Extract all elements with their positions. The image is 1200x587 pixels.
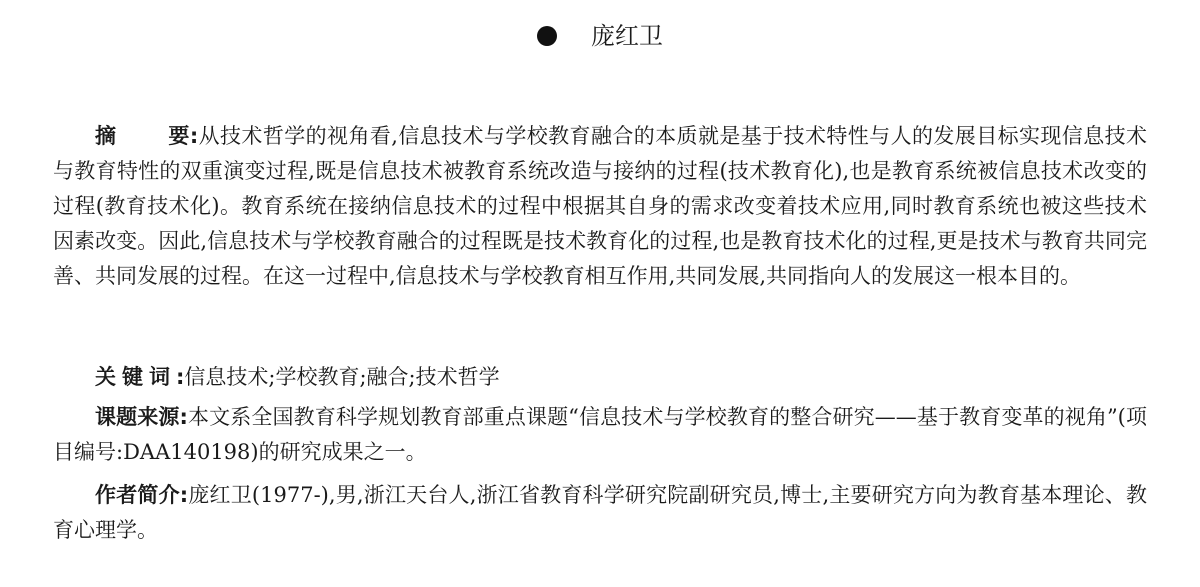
keywords-paragraph (53, 360, 1147, 395)
abstract-text: 从技术哲学的视角看,信息技术与学校教育融合的本质就是基于技术特性与人的发展目标实现信息技术与教育特性的双重演变过程,既是信息技术被教育系统改造与接纳的过程(技术教育化),也是教育系统被信息技术改变的过程(教育技术化)。教育系统在接纳信息技术的过程中根据其自身的需求改变着技术应用,同时教育系统也被这些技术因素改变。因此,信息技术与学校教育融合的过程既是技术教育化的过程,也是教育技术化的过程,更是技术与教育共同完善、共同发展的过程。在这一过程中,信息技术与学校教育相互作用,共同发展,共同指向人的发展这一根本目的。 (53, 124, 1148, 288)
abstract-label: 摘 要: (95, 124, 199, 148)
keywords-text: 信息技术;学校教育;融合;技术哲学 (184, 365, 500, 389)
funding-paragraph (53, 400, 1147, 470)
author-line (0, 18, 1200, 54)
keywords-separator: : (176, 365, 185, 389)
funding-text: 本文系全国教育科学规划教育部重点课题“信息技术与学校教育的整合研究——基于教育变革的视角”(项目编号:DAA140198)的研究成果之一。 (53, 405, 1147, 464)
author-bio-paragraph (53, 478, 1147, 548)
abstract-paragraph (53, 119, 1147, 294)
keywords-label: 关键词 (95, 365, 176, 389)
funding-label: 课题来源: (95, 405, 188, 429)
author-bio-text: 庞红卫(1977-),男,浙江天台人,浙江省教育科学研究院副研究员,博士,主要研究方向为教育基本理论、教育心理学。 (53, 483, 1147, 542)
bullet-icon (537, 26, 557, 46)
author-bio-label: 作者简介: (95, 483, 189, 507)
author-name: 庞红卫 (591, 22, 663, 50)
